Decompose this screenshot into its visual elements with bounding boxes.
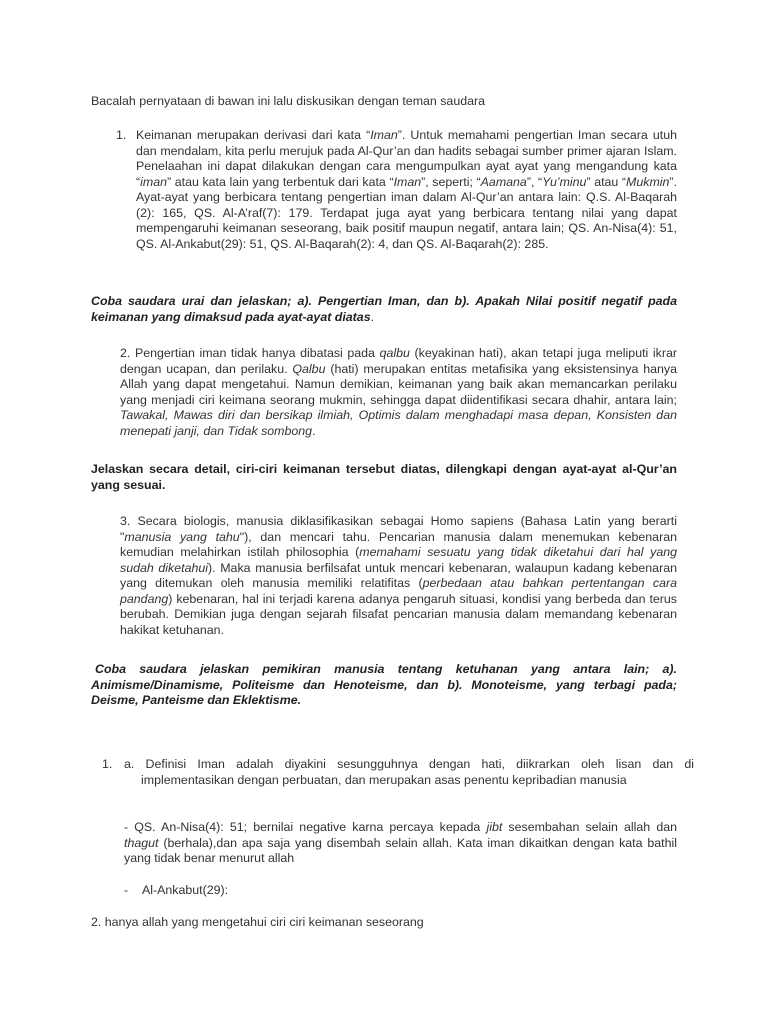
question-2: Jelaskan secara detail, ciri-ciri keimanan tersebut diatas, dilengkapi dengan ayat-ayat al-Qur’an yang sesuai. <box>91 462 677 492</box>
answer-1c-text: Al-Ankabut(29): <box>142 883 229 897</box>
question-3: Coba saudara jelaskan pemikiran manusia tentang ketuhanan yang antara lain; a). Animisme/Dinamisme, Politeisme dan Henoteisme, dan b). Monoteisme, yang terbagi pada; Deisme, Panteisme dan Eklektisme. <box>91 662 677 707</box>
item-1-paragraph: Keimanan merupakan derivasi dari kata “Iman”. Untuk memahami pengertian Iman secara utuh dan mendalam, kita perlu merujuk pada Al-Qur’an dan hadits sebagai sumber primer ajaran Islam. Penelaahan ini dapat dilakukan dengan cara mengumpulkan ayat ayat yang mengandung kata “iman” atau kata lain yang terbentuk dari kata “Iman”, seperti; “Aamana”, “Yu’minu” atau “Mukmin”. Ayat-ayat yang berbicara tentang pengertian iman dalam Al-Qur’an antara lain: Q.S. Al-Baqarah (2): 165, QS. Al-A’raf(7): 179. Terdapat juga ayat yang berbicara tentang nilai yang dapat mempengaruhi keimanan seseorang, baik positif maupun negatif, antara lain; QS. An-Nisa(4): 51, QS. Al-Ankabut(29): 51, QS. Al-Baqarah(2): 4, dan QS. Al-Baqarah(2): 285. <box>136 128 677 251</box>
item-3-paragraph: 3. Secara biologis, manusia diklasifikasikan sebagai Homo sapiens (Bahasa Latin yang berarti "manusia yang tahu"), dan mencari tahu. Pencarian manusia dalam menemukan kebenaran kemudian melahirkan istilah philosophia (memahami sesuatu yang tidak diketahui dari hal yang sudah diketahui). Maka manusia berfilsafat untuk mencari kebenaran, walaupun kadang kebenaran yang ditemukan oleh manusia memiliki relatifitas (perbedaan atau bahkan pertentangan cara pandang) kebenaran, hal ini terjadi karena adanya pengaruh situasi, kondisi yang berbeda dan terus berubah. Demikian juga dengan sejarah filsafat pencarian manusia dalam memandang kebenaran hakikat ketuhanan. <box>120 514 677 637</box>
answer-2-text: 2. hanya allah yang mengetahui ciri ciri keimanan seseorang <box>91 915 424 929</box>
item-1-number: 1. <box>116 128 127 142</box>
answer-1-text: a. Definisi Iman adalah diyakini sesungguhnya dengan hati, diikrarkan oleh lisan dan di implementasikan dengan perbuatan, dan merupakan asas penentu kepribadian manusia <box>124 757 694 787</box>
answer-1-number: 1. <box>102 757 113 771</box>
answer-1c-dash: - <box>124 883 129 897</box>
intro-text: Bacalah pernyataan di bawan ini lalu diskusikan dengan teman saudara <box>91 94 486 108</box>
item-2-paragraph: 2. Pengertian iman tidak hanya dibatasi pada qalbu (keyakinan hati), akan tetapi juga meliputi ikrar dengan ucapan, dan perilaku. Qalbu (hati) merupakan entitas metafisika yang eksistensinya hanya Allah yang dapat mengetahui. Namun demikian, keimanan yang baik akan memancarkan perilaku yang menjadi ciri keimana seorang mukmin, sehingga dapat diidentifikasi secara dhahir, antara lain; Tawakal, Mawas diri dan bersikap ilmiah, Optimis dalam menghadapi masa depan, Konsisten dan menepati janji, dan Tidak sombong. <box>120 346 677 438</box>
question-1: Coba saudara urai dan jelaskan; a). Pengertian Iman, dan b). Apakah Nilai positif negatif pada keimanan yang dimaksud pada ayat-ayat diatas. <box>91 294 677 324</box>
answer-1-ayat-note: - QS. An-Nisa(4): 51; bernilai negative karna percaya kepada jibt sesembahan selain allah dan thagut (berhala),dan apa saja yang disembah selain allah. Kata iman dikaitkan dengan kata bathil yang tidak benar menurut allah <box>124 820 678 865</box>
